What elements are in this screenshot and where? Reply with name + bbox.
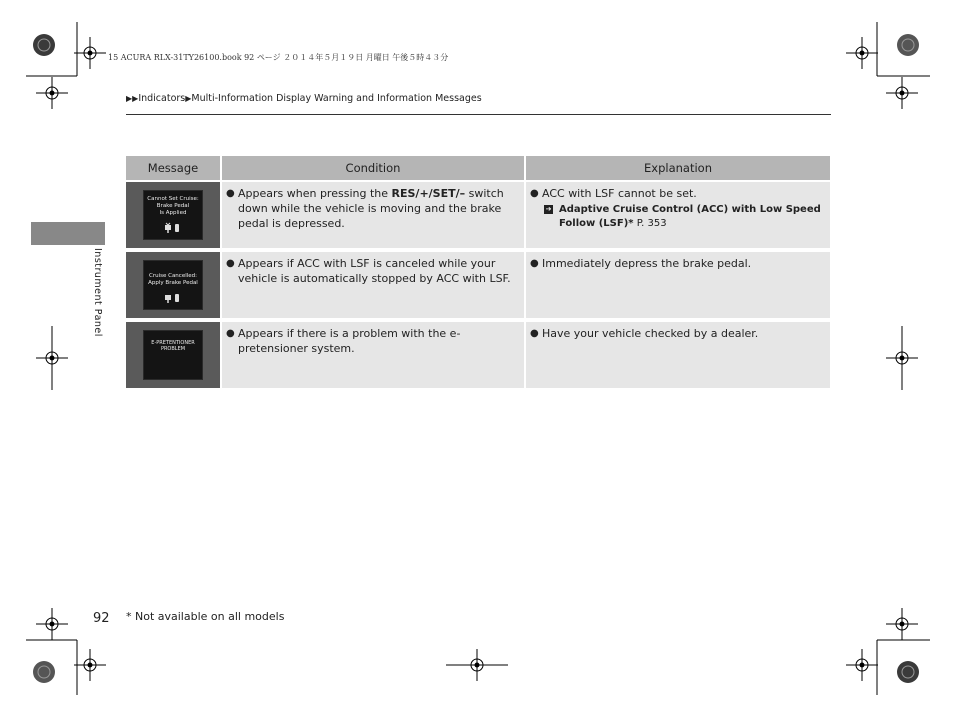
message-display-cell [126, 252, 222, 322]
explanation-cell [526, 182, 830, 252]
breadcrumb-arrows: ▶▶ [126, 94, 139, 103]
table-row [126, 252, 830, 322]
message-display-cell [126, 182, 222, 252]
cross-reference-link[interactable] [544, 203, 824, 231]
display-screen-cruise-cancelled [143, 260, 203, 310]
footnote: * Not available on all models [126, 610, 285, 623]
bullet-icon: ● [226, 328, 235, 339]
bullet-icon: ● [226, 188, 235, 199]
table-header-row [126, 156, 830, 182]
explanation-cell [526, 322, 830, 392]
condition-cell [222, 252, 526, 322]
messages-table [126, 156, 830, 392]
display-text-line: PROBLEM [160, 346, 186, 352]
xref-footnote-star: * [628, 218, 634, 229]
condition-cell [222, 322, 526, 392]
column-header-condition: Condition [222, 156, 526, 182]
xref-page[interactable]: P. 353 [633, 218, 667, 229]
explanation-text: Have your vehicle checked by a dealer. [542, 327, 759, 340]
bullet-icon: ● [530, 258, 539, 269]
switch-name: RES/+/SET/– [391, 187, 466, 200]
bullet-icon: ● [530, 328, 539, 339]
table-row [126, 182, 830, 252]
column-header-explanation: Explanation [526, 156, 830, 182]
breadcrumb-divider [126, 114, 831, 115]
display-text-line: Apply Brake Pedal [148, 280, 198, 286]
table-row [126, 322, 830, 392]
display-text-line: Cruise Cancelled: [148, 273, 197, 279]
brake-pedal-icon [164, 292, 182, 303]
print-header: 15 ACURA RLX-31TY26100.book 92 ページ ２０１４年５月１９日 月曜日 午後５時４３分 [108, 53, 449, 62]
display-text-line: Brake Pedal [156, 203, 190, 209]
display-text-line: Is Applied [159, 210, 187, 216]
explanation-text: Immediately depress the brake pedal. [542, 257, 752, 270]
breadcrumb-page: Multi-Information Display Warning and Information Messages [191, 93, 482, 104]
display-screen-e-pretensioner [143, 330, 203, 380]
xref-title[interactable]: Adaptive Cruise Control (ACC) with Low Speed Follow (LSF) [559, 204, 821, 229]
page-number: 92 [93, 611, 110, 626]
breadcrumb-section[interactable]: Indicators [138, 93, 186, 104]
condition-text: Appears if there is a problem with the e-pretensioner system. [238, 327, 461, 355]
explanation-cell [526, 252, 830, 322]
message-display-cell [126, 322, 222, 392]
chapter-tab [31, 222, 105, 245]
condition-text: Appears when pressing the RES/+/SET/– switch down while the vehicle is moving and the brake pedal is depressed. [238, 187, 504, 230]
reference-arrow-icon: ➔ [545, 205, 552, 213]
display-text-line: E-PRETENTIONER [151, 340, 195, 346]
explanation-text: ACC with LSF cannot be set. [542, 187, 697, 200]
column-header-message: Message [126, 156, 222, 182]
chapter-label: Instrument Panel [92, 248, 103, 337]
brake-pedal-icon [164, 222, 182, 233]
condition-text: Appears if ACC with LSF is canceled while your vehicle is automatically stopped by ACC with LSF. [238, 257, 511, 285]
bullet-icon: ● [226, 258, 235, 269]
bullet-icon: ● [530, 188, 539, 199]
breadcrumb [126, 93, 482, 104]
condition-cell [222, 182, 526, 252]
display-text-line: Cannot Set Cruise: [147, 196, 199, 202]
display-screen-cannot-set-cruise [143, 190, 203, 240]
breadcrumb-separator: ▶ [185, 94, 192, 103]
